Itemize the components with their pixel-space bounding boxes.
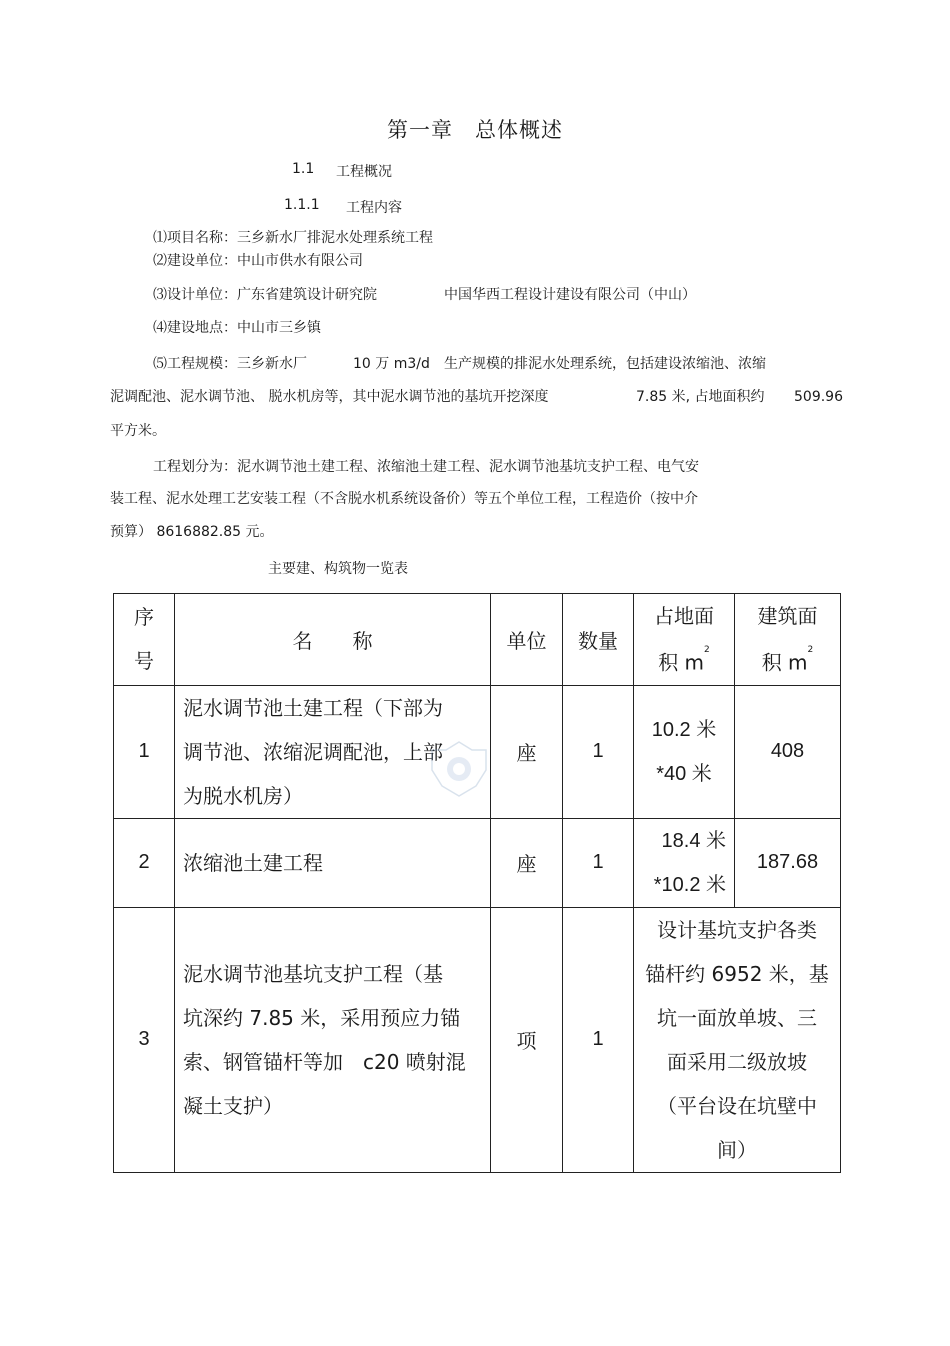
item-scale-line2: 泥调配池、泥水调节池、 脱水机房等，其中泥水调节池的基坑开挖深度 <box>110 389 549 405</box>
item-location: ⑷建设地点：中山市三乡镇 <box>153 320 321 336</box>
item-builder: ⑵建设单位：中山市供水有限公司 <box>153 253 363 269</box>
row2-land-area: 18.4 米 *10.2 米 <box>634 818 735 907</box>
table-caption: 主要建、构筑物一览表 <box>268 561 408 577</box>
table-header-row <box>114 594 841 686</box>
watermark-logo-icon <box>428 740 490 798</box>
item-scale-desc: 生产规模的排泥水处理系统，包括建设浓缩池、浓缩 <box>444 356 766 372</box>
row2-qty: 1 <box>563 818 634 907</box>
row3-qty: 1 <box>563 907 634 1172</box>
row1-land-area: 10.2 米 *40 米 <box>634 685 735 818</box>
section-title: 工程概况 <box>336 164 392 180</box>
row2-build-area: 187.68 <box>735 818 841 907</box>
header-seq: 序 号 <box>114 594 175 686</box>
division-line3: 预算） 8616882.85 元。 <box>110 524 274 540</box>
item-scale-label: ⑸工程规模：三乡新水厂 <box>153 356 307 372</box>
row2-unit: 座 <box>491 818 563 907</box>
row2-name: 浓缩池土建工程 <box>175 818 491 907</box>
table-row <box>114 907 841 1172</box>
row3-land-area: 设计基坑支护各类 锚杆约 6952 米，基 坑一面放单坡、三 面采用二级放坡 （平台设在坑壁中 间） <box>634 907 841 1172</box>
row1-qty: 1 <box>563 685 634 818</box>
subsection-title: 工程内容 <box>346 200 402 216</box>
subsection-number: 1.1.1 <box>284 197 320 213</box>
header-name: 名 称 <box>175 594 491 686</box>
row3-name: 泥水调节池基坑支护工程（基 坑深约 7.85 米，采用预应力锚 索、钢管锚杆等加 c20 喷射混 凝土支护） <box>175 907 491 1172</box>
header-qty: 数量 <box>563 594 634 686</box>
header-build-area: 建筑面 积 $m^2$ <box>735 594 841 686</box>
table-row <box>114 818 841 907</box>
row2-seq: 2 <box>114 818 175 907</box>
header-unit: 单位 <box>491 594 563 686</box>
item-project-name: ⑴项目名称：三乡新水厂排泥水处理系统工程 <box>153 230 433 246</box>
item-scale-depth: 7.85 米, 占地面积约 <box>636 389 765 405</box>
row1-build-area: 408 <box>735 685 841 818</box>
section-number: 1.1 <box>292 161 315 177</box>
item-designer: ⑶设计单位：广东省建筑设计研究院 <box>153 287 377 303</box>
structures-table <box>113 593 841 1173</box>
row1-name: 泥水调节池土建工程（下部为 调节池、浓缩泥调配池，上部 为脱水机房） <box>175 685 491 818</box>
item-scale-area: 509.96 <box>794 389 843 405</box>
item-designer-2: 中国华西工程设计建设有限公司（中山） <box>444 287 696 303</box>
division-line2: 装工程、泥水处理工艺安装工程（不含脱水机系统设备价）等五个单位工程，工程造价（按中介 <box>110 491 698 507</box>
row1-unit: 座 <box>491 685 563 818</box>
item-scale-capacity: 10 万 m3/d <box>353 356 430 372</box>
division-line1: 工程划分为：泥水调节池土建工程、浓缩池土建工程、泥水调节池基坑支护工程、电气安 <box>153 459 699 475</box>
row1-seq: 1 <box>114 685 175 818</box>
row3-seq: 3 <box>114 907 175 1172</box>
chapter-title: 第一章 总体概述 <box>387 118 563 142</box>
header-land-area: 占地面 积 $m^2$ <box>634 594 735 686</box>
row3-unit: 项 <box>491 907 563 1172</box>
item-scale-line3: 平方米。 <box>110 423 166 439</box>
